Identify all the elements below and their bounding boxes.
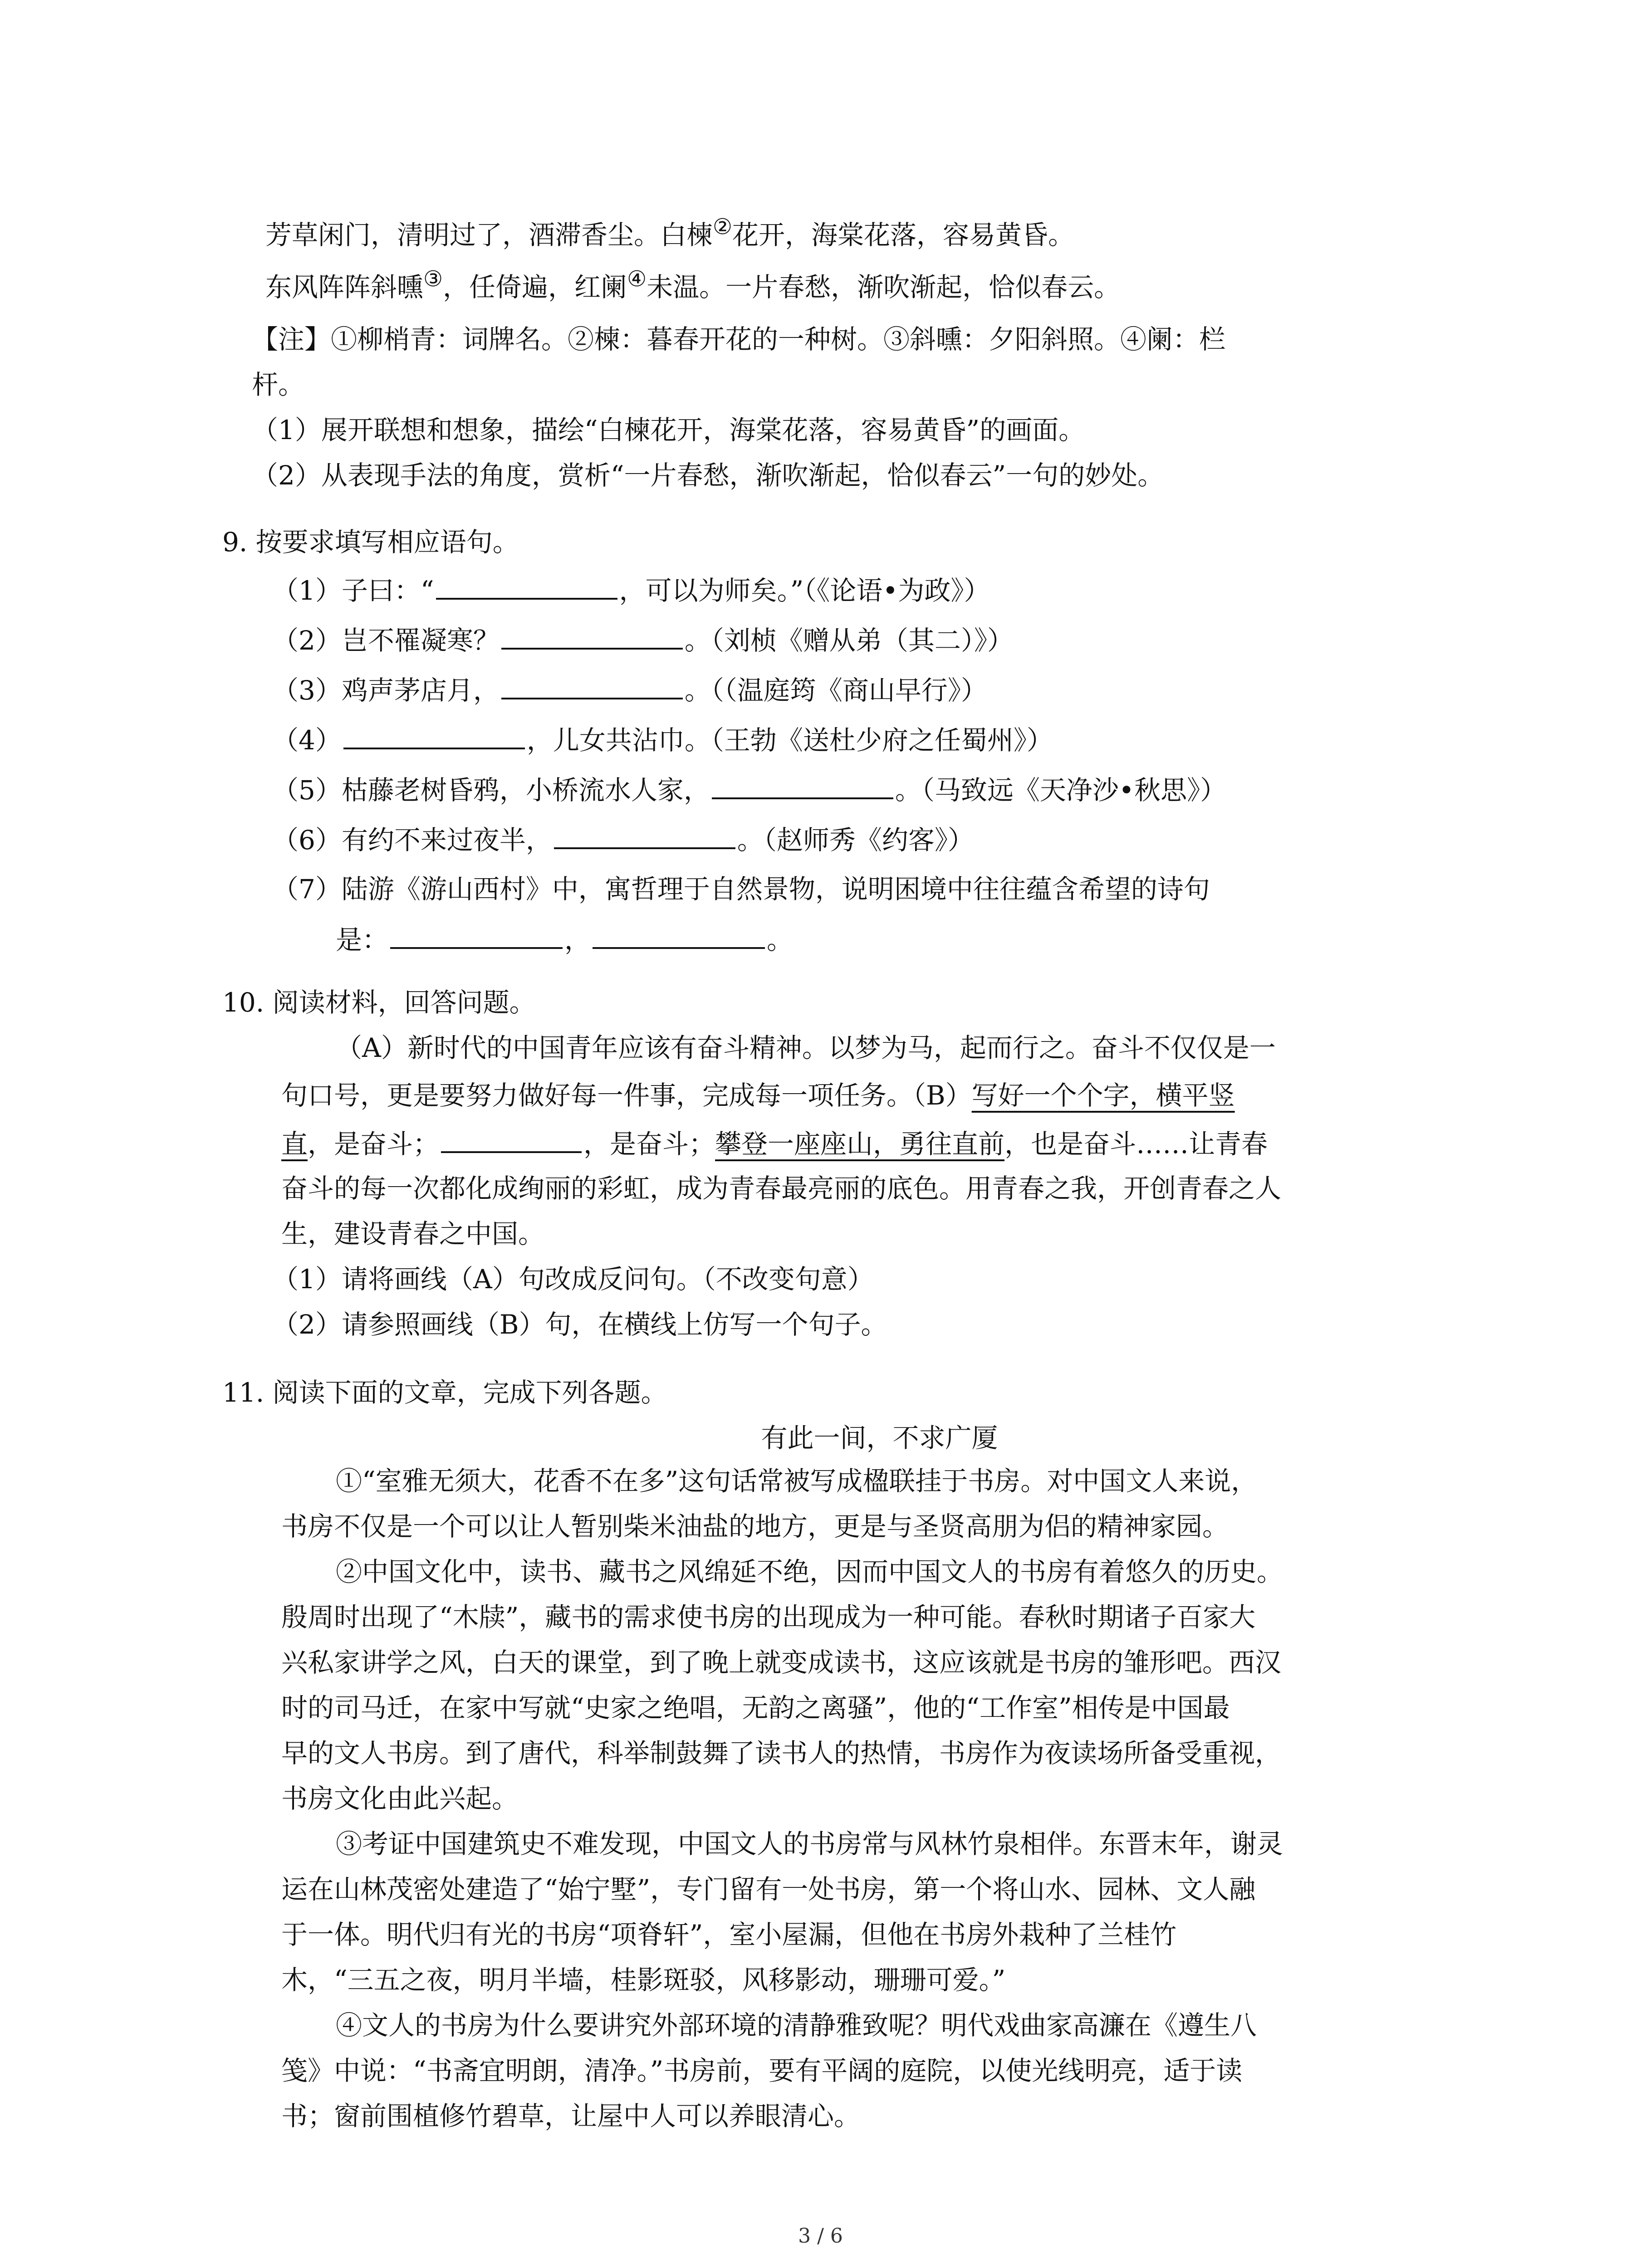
article-para-4-line-3: 书；窗前围植修竹碧草，让屋中人可以养眼清心。 [281,2101,861,2131]
item-text: （1）子曰：“ [272,575,434,606]
poem-question-1: （1）展开联想和想象，描绘“白楝花开，海棠花落，容易黄昏”的画面。 [252,415,1085,445]
item-text: （4） [272,725,342,756]
article-title: 有此一间，不求广厦 [761,1422,998,1453]
item-text: ， [564,924,591,955]
article-para-3-line-4: 木，“三五之夜，明月半墙，桂影斑驳，风移影动，珊珊可爱。” [281,1965,1006,1995]
item-text: （2）岂不罹凝寒？ [272,625,500,656]
answer-blank[interactable] [554,821,735,849]
poem-note: 【注】①柳梢青：词牌名。②楝：暮春开花的一种树。③斜曛：夕阳斜照。④阑：栏 [252,324,1226,355]
q10-para-line-1: （A）新时代的中国青年应该有奋斗精神。以梦为马，起而行之。奋斗不仅仅是一 [336,1032,1276,1063]
article-para-2-line-5: 早的文人书房。到了唐代，科举制鼓舞了读书人的热情，书房作为夜读场所备受重视， [281,1738,1282,1769]
q10-para-line-5: 生，建设青春之中国。 [281,1218,545,1249]
item-text: ，可以为师矣。”（《论语•为政》） [619,575,990,606]
poem-line-1 [265,214,1075,255]
para-text: ，是奋斗； [583,1129,715,1159]
item-text: （6）有约不来过夜半， [272,825,552,855]
answer-blank[interactable] [501,621,683,650]
answer-blank[interactable] [712,771,893,799]
underlined-sentence-b: 写好一个个字，横平竖 [971,1080,1235,1111]
q10-para-line-3 [281,1125,1268,1162]
q10-sub-1: （1）请将画线（A）句改成反问句。（不改变句意） [272,1264,874,1295]
underlined-sentence-b: 直 [281,1129,308,1159]
q10-para-line-2 [281,1077,1235,1114]
article-para-4-line-1: ④文人的书房为什么要讲究外部环境的清静雅致呢？明代戏曲家高濂在《遵生八 [336,2010,1257,2041]
item-text: 。（马致远《天净沙•秋思》） [895,775,1227,806]
q10-para-line-4: 奋斗的每一次都化成绚丽的彩虹，成为青春最亮丽的底色。用青春之我，开创青春之人 [281,1173,1282,1204]
item-text: （5）枯藤老树昏鸦，小桥流水人家， [272,775,710,806]
poem-text: ，任倚遍，红阑 [443,272,627,303]
answer-blank[interactable] [390,921,563,949]
article-para-2-line-1: ②中国文化中，读书、藏书之风绵延不绝，因而中国文人的书房有着悠久的历史。 [336,1556,1283,1587]
footnote-marker: ④ [627,266,647,292]
article-para-3-line-3: 于一体。明代归有光的书房“项脊轩”，室小屋漏，但他在书房外栽种了兰桂竹 [281,1919,1177,1950]
poem-text: 东风阵阵斜曛 [265,272,424,303]
article-para-2-line-3: 兴私家讲学之风，白天的课堂，到了晚上就变成读书，这应该就是书房的雏形吧。西汉 [281,1647,1282,1678]
footnote-marker: ② [713,214,733,240]
underlined-phrase: 攀登一座座山，勇往直前 [715,1129,1005,1159]
question-11-title: 11. 阅读下面的文章，完成下列各题。 [222,1377,667,1408]
article-para-2-line-6: 书房文化由此兴起。 [281,1783,519,1814]
q9-item-5 [272,771,1226,808]
poem-line-2 [265,266,1121,307]
q9-item-1 [272,572,990,609]
q9-item-2 [272,621,1014,659]
article-para-1-line-2: 书房不仅是一个可以让人暂别柴米油盐的地方，更是与圣贤高朋为侣的精神家园。 [281,1511,1229,1542]
q9-item-4 [272,721,1053,758]
q10-sub-2: （2）请参照画线（B）句，在横线上仿写一个句子。 [272,1309,887,1340]
page-number: 3 / 6 [798,2224,843,2248]
answer-blank[interactable] [436,572,617,600]
q9-item-7: （7）陆游《游山西村》中，寓哲理于自然景物，说明困境中往往蕴含希望的诗句 [272,874,1210,904]
article-para-3-line-2: 运在山林茂密处建造了“始宁墅”，专门留有一处书房，第一个将山水、园林、文人融 [281,1874,1256,1905]
q9-item-3 [272,671,987,709]
article-para-2-line-2: 殷周时出现了“木牍”，藏书的需求使书房的出现成为一种可能。春秋时期诸子百家大 [281,1602,1256,1633]
article-para-1-line-1: ①“室雅无须大，花香不在多”这句话常被写成楹联挂于书房。对中国文人来说， [336,1466,1258,1496]
q9-item-7-answer [336,921,793,958]
poem-text: 芳草闲门，清明过了，酒滞香尘。白楝 [265,220,713,250]
item-text: 。（（温庭筠《商山早行》） [684,675,987,706]
para-text: ，是奋斗； [308,1129,440,1159]
item-text: 。（赵师秀《约客》） [737,825,974,855]
question-9-title: 9. 按要求填写相应语句。 [222,527,519,557]
answer-blank[interactable] [501,671,683,699]
item-text: （3）鸡声茅店月， [272,675,500,706]
article-para-4-line-2: 笺》中说：“书斋宜明朗，清净。”书房前，要有平阔的庭院，以使光线明亮，适于读 [281,2055,1243,2086]
item-text: 。 [767,924,794,955]
footnote-marker: ③ [423,266,443,292]
para-text: 句口号，更是要努力做好每一件事，完成每一项任务。（B） [281,1080,972,1111]
q9-item-6 [272,821,974,858]
answer-blank[interactable] [441,1125,582,1153]
poem-text: 未温。一片春愁，渐吹渐起，恰似春云。 [647,272,1121,303]
question-10-title: 10. 阅读材料，回答问题。 [222,987,536,1018]
para-text: ，也是奋斗……让青春 [1004,1129,1268,1159]
item-text: 是： [336,924,389,955]
article-para-2-line-4: 时的司马迁，在家中写就“史家之绝唱，无韵之离骚”，他的“工作室”相传是中国最 [281,1692,1230,1723]
item-text: ，儿女共沾巾。（王勃《送杜少府之任蜀州》） [526,725,1053,756]
answer-blank[interactable] [593,921,765,949]
poem-note-cont: 杆。 [252,369,305,400]
poem-text: 花开，海棠花落，容易黄昏。 [732,220,1075,250]
poem-question-2: （2）从表现手法的角度，赏析“一片春愁，渐吹渐起，恰似春云”一句的妙处。 [252,460,1164,491]
item-text: 。（刘桢《赠从弟（其二）》） [684,625,1014,656]
article-para-3-line-1: ③考证中国建筑史不难发现，中国文人的书房常与风林竹泉相伴。东晋末年，谢灵 [336,1828,1283,1859]
answer-blank[interactable] [343,721,525,749]
